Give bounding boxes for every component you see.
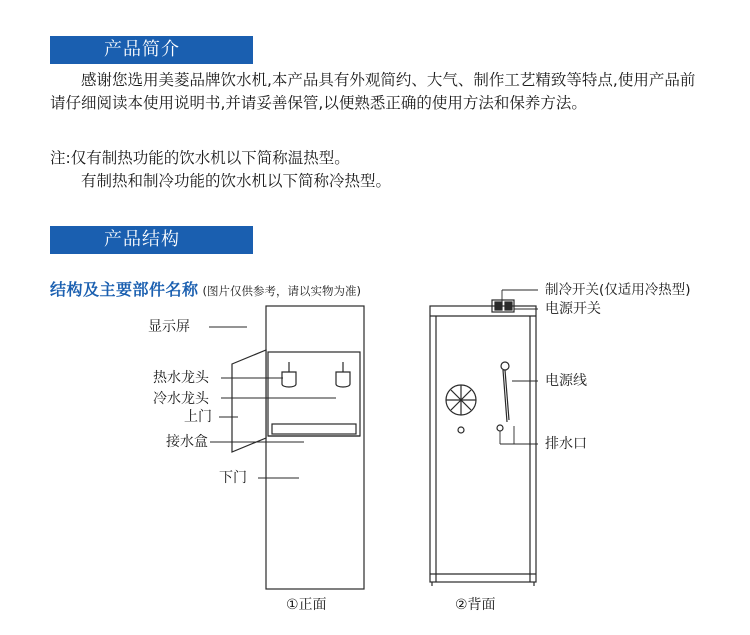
label-lower-door: 下门 <box>219 470 247 486</box>
label-display: 显示屏 <box>148 319 190 335</box>
label-drip-tray: 接水盒 <box>166 434 208 450</box>
drain-outlet-left <box>458 427 464 433</box>
back-leader-lines <box>500 290 538 444</box>
section-title-structure: 产品结构 <box>104 229 180 250</box>
caption-front: ①正面 <box>286 597 327 613</box>
power-cord-plug <box>501 362 509 370</box>
front-leader-lines <box>209 327 336 478</box>
hot-tap-shape <box>282 372 296 387</box>
caption-back: ②背面 <box>455 597 496 613</box>
drain-outlet-right <box>497 425 503 431</box>
drip-tray-shape <box>272 424 356 434</box>
label-hot-tap: 热水龙头 <box>153 370 209 386</box>
label-power-switch: 电源开关 <box>545 301 601 317</box>
front-cabinet <box>266 306 364 589</box>
note-line-2: 有制热和制冷功能的饮水机以下简称冷热型。 <box>81 172 392 190</box>
dispensing-recess <box>268 352 360 436</box>
label-upper-door: 上门 <box>184 409 212 425</box>
note-line-1: 注:仅有制热功能的饮水机以下简称温热型。 <box>50 149 350 167</box>
label-cold-tap: 冷水龙头 <box>153 391 209 407</box>
label-power-cord: 电源线 <box>545 373 587 389</box>
intro-paragraph: 感谢您选用美菱品牌饮水机,本产品具有外观简约、大气、制作工艺精致等特点,使用产品前请仔细阅读本使用说明书,并请妥善保管,以便熟悉正确的使用方法和保养方法。 <box>50 71 696 112</box>
cold-tap-shape <box>336 372 350 387</box>
section-title-intro: 产品简介 <box>104 39 180 60</box>
structure-subtitle-note: (图片仅供参考，请以实物为准) <box>202 284 361 298</box>
structure-subtitle-main: 结构及主要部件名称 <box>50 280 199 299</box>
front-view-drawing <box>232 306 364 589</box>
upper-door-shape <box>232 350 266 452</box>
back-view-drawing <box>430 300 536 586</box>
label-drain: 排水口 <box>545 436 587 452</box>
label-cooling-switch: 制冷开关(仅适用冷热型) <box>545 282 691 298</box>
